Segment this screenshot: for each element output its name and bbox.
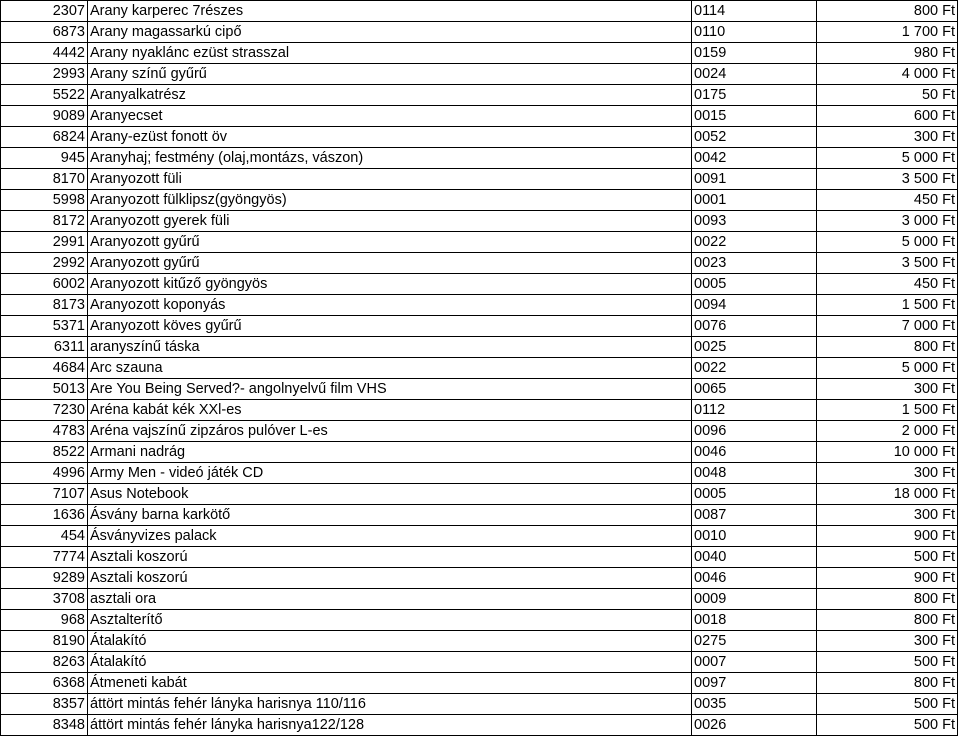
item-price-cell: 300 Ft <box>817 631 958 652</box>
item-id-cell: 2992 <box>1 253 88 274</box>
item-price-cell: 300 Ft <box>817 463 958 484</box>
item-code-cell: 0048 <box>692 463 817 484</box>
item-id-cell: 2993 <box>1 64 88 85</box>
table-row <box>1 190 958 211</box>
item-id-cell: 945 <box>1 148 88 169</box>
item-name-cell: Army Men - videó játék CD <box>88 463 692 484</box>
item-name-cell: Aranyozott gyűrű <box>88 253 692 274</box>
item-id-cell: 9289 <box>1 568 88 589</box>
item-price-cell: 3 000 Ft <box>817 211 958 232</box>
item-price-cell: 50 Ft <box>817 85 958 106</box>
item-price-cell: 300 Ft <box>817 379 958 400</box>
item-id-cell: 3708 <box>1 589 88 610</box>
item-name-cell: Aranyecset <box>88 106 692 127</box>
item-id-cell: 8357 <box>1 694 88 715</box>
item-id-cell: 4684 <box>1 358 88 379</box>
item-name-cell: Aranyozott gyerek füli <box>88 211 692 232</box>
item-price-cell: 450 Ft <box>817 274 958 295</box>
table-row <box>1 337 958 358</box>
item-price-cell: 3 500 Ft <box>817 253 958 274</box>
item-code-cell: 0009 <box>692 589 817 610</box>
item-code-cell: 0087 <box>692 505 817 526</box>
item-name-cell: Aranyozott füli <box>88 169 692 190</box>
item-price-cell: 800 Ft <box>817 673 958 694</box>
item-price-cell: 7 000 Ft <box>817 316 958 337</box>
item-name-cell: Aranyozott gyűrű <box>88 232 692 253</box>
item-name-cell: Aranyozott fülklipsz(gyöngyös) <box>88 190 692 211</box>
item-id-cell: 8172 <box>1 211 88 232</box>
item-name-cell: Arany színű gyűrű <box>88 64 692 85</box>
item-price-cell: 600 Ft <box>817 106 958 127</box>
item-name-cell: Arany-ezüst fonott öv <box>88 127 692 148</box>
item-price-cell: 10 000 Ft <box>817 442 958 463</box>
item-code-cell: 0159 <box>692 43 817 64</box>
item-code-cell: 0093 <box>692 211 817 232</box>
item-name-cell: Arany nyaklánc ezüst strasszal <box>88 43 692 64</box>
table-row <box>1 106 958 127</box>
item-code-cell: 0094 <box>692 295 817 316</box>
table-row <box>1 148 958 169</box>
item-id-cell: 8522 <box>1 442 88 463</box>
price-list-body <box>1 1 958 736</box>
item-price-cell: 500 Ft <box>817 715 958 736</box>
table-row <box>1 715 958 736</box>
item-name-cell: Arc szauna <box>88 358 692 379</box>
item-price-cell: 800 Ft <box>817 589 958 610</box>
table-row <box>1 316 958 337</box>
item-code-cell: 0042 <box>692 148 817 169</box>
item-id-cell: 4783 <box>1 421 88 442</box>
item-code-cell: 0097 <box>692 673 817 694</box>
item-name-cell: Aranyalkatrész <box>88 85 692 106</box>
item-price-cell: 2 000 Ft <box>817 421 958 442</box>
item-code-cell: 0076 <box>692 316 817 337</box>
table-row <box>1 442 958 463</box>
item-code-cell: 0010 <box>692 526 817 547</box>
item-price-cell: 500 Ft <box>817 547 958 568</box>
table-row <box>1 547 958 568</box>
table-row <box>1 43 958 64</box>
item-name-cell: Ásványvizes palack <box>88 526 692 547</box>
item-name-cell: Aranyozott kitűző gyöngyös <box>88 274 692 295</box>
item-code-cell: 0275 <box>692 631 817 652</box>
table-row <box>1 295 958 316</box>
table-row <box>1 274 958 295</box>
item-id-cell: 4442 <box>1 43 88 64</box>
item-name-cell: Asztalterítő <box>88 610 692 631</box>
item-code-cell: 0007 <box>692 652 817 673</box>
item-name-cell: Aranyozott köves gyűrű <box>88 316 692 337</box>
item-name-cell: Asus Notebook <box>88 484 692 505</box>
table-row <box>1 127 958 148</box>
item-id-cell: 968 <box>1 610 88 631</box>
item-code-cell: 0005 <box>692 484 817 505</box>
item-name-cell: Asztali koszorú <box>88 547 692 568</box>
item-name-cell: Aréna vajszínű zipzáros pulóver L-es <box>88 421 692 442</box>
table-row <box>1 694 958 715</box>
item-code-cell: 0005 <box>692 274 817 295</box>
item-price-cell: 1 700 Ft <box>817 22 958 43</box>
item-code-cell: 0052 <box>692 127 817 148</box>
item-id-cell: 5371 <box>1 316 88 337</box>
item-code-cell: 0001 <box>692 190 817 211</box>
item-price-cell: 300 Ft <box>817 505 958 526</box>
table-row <box>1 379 958 400</box>
item-price-cell: 5 000 Ft <box>817 232 958 253</box>
item-code-cell: 0175 <box>692 85 817 106</box>
item-price-cell: 500 Ft <box>817 652 958 673</box>
item-id-cell: 8170 <box>1 169 88 190</box>
table-row <box>1 673 958 694</box>
table-row <box>1 421 958 442</box>
item-name-cell: asztali ora <box>88 589 692 610</box>
item-name-cell: Armani nadrág <box>88 442 692 463</box>
item-price-cell: 3 500 Ft <box>817 169 958 190</box>
item-id-cell: 6873 <box>1 22 88 43</box>
item-code-cell: 0110 <box>692 22 817 43</box>
item-price-cell: 5 000 Ft <box>817 148 958 169</box>
item-code-cell: 0026 <box>692 715 817 736</box>
table-row <box>1 64 958 85</box>
item-name-cell: Aranyozott koponyás <box>88 295 692 316</box>
table-row <box>1 232 958 253</box>
item-id-cell: 5998 <box>1 190 88 211</box>
item-price-cell: 980 Ft <box>817 43 958 64</box>
item-price-cell: 900 Ft <box>817 526 958 547</box>
table-row <box>1 589 958 610</box>
item-id-cell: 9089 <box>1 106 88 127</box>
item-code-cell: 0018 <box>692 610 817 631</box>
table-row <box>1 211 958 232</box>
item-name-cell: Are You Being Served?- angolnyelvű film VHS <box>88 379 692 400</box>
item-name-cell: Ásvány barna karkötő <box>88 505 692 526</box>
item-id-cell: 5013 <box>1 379 88 400</box>
item-code-cell: 0096 <box>692 421 817 442</box>
item-id-cell: 8263 <box>1 652 88 673</box>
item-code-cell: 0112 <box>692 400 817 421</box>
table-row <box>1 358 958 379</box>
item-name-cell: Aréna kabát kék XXl-es <box>88 400 692 421</box>
item-id-cell: 6002 <box>1 274 88 295</box>
item-id-cell: 8348 <box>1 715 88 736</box>
item-id-cell: 6824 <box>1 127 88 148</box>
item-code-cell: 0046 <box>692 568 817 589</box>
item-code-cell: 0015 <box>692 106 817 127</box>
item-code-cell: 0035 <box>692 694 817 715</box>
item-name-cell: áttört mintás fehér lányka harisnya122/128 <box>88 715 692 736</box>
item-id-cell: 2307 <box>1 1 88 22</box>
item-price-cell: 450 Ft <box>817 190 958 211</box>
item-price-cell: 1 500 Ft <box>817 400 958 421</box>
table-row <box>1 652 958 673</box>
item-price-cell: 800 Ft <box>817 1 958 22</box>
item-id-cell: 1636 <box>1 505 88 526</box>
item-code-cell: 0114 <box>692 1 817 22</box>
item-id-cell: 8173 <box>1 295 88 316</box>
table-row <box>1 484 958 505</box>
item-name-cell: Átalakító <box>88 631 692 652</box>
item-price-cell: 18 000 Ft <box>817 484 958 505</box>
item-name-cell: Asztali koszorú <box>88 568 692 589</box>
item-id-cell: 7230 <box>1 400 88 421</box>
item-name-cell: aranyszínű táska <box>88 337 692 358</box>
item-id-cell: 454 <box>1 526 88 547</box>
item-price-cell: 4 000 Ft <box>817 64 958 85</box>
table-row <box>1 253 958 274</box>
table-row <box>1 610 958 631</box>
item-price-cell: 500 Ft <box>817 694 958 715</box>
item-code-cell: 0025 <box>692 337 817 358</box>
item-name-cell: Átmeneti kabát <box>88 673 692 694</box>
item-name-cell: Arany magassarkú cipő <box>88 22 692 43</box>
item-name-cell: áttört mintás fehér lányka harisnya 110/116 <box>88 694 692 715</box>
item-price-cell: 800 Ft <box>817 610 958 631</box>
item-price-cell: 300 Ft <box>817 127 958 148</box>
item-name-cell: Aranyhaj; festmény (olaj,montázs, vászon) <box>88 148 692 169</box>
item-price-cell: 1 500 Ft <box>817 295 958 316</box>
item-id-cell: 6368 <box>1 673 88 694</box>
item-code-cell: 0046 <box>692 442 817 463</box>
item-code-cell: 0065 <box>692 379 817 400</box>
item-code-cell: 0091 <box>692 169 817 190</box>
item-id-cell: 7774 <box>1 547 88 568</box>
item-code-cell: 0040 <box>692 547 817 568</box>
table-row <box>1 1 958 22</box>
table-row <box>1 169 958 190</box>
item-id-cell: 4996 <box>1 463 88 484</box>
item-name-cell: Átalakító <box>88 652 692 673</box>
item-id-cell: 8190 <box>1 631 88 652</box>
table-row <box>1 568 958 589</box>
table-row <box>1 85 958 106</box>
item-code-cell: 0022 <box>692 232 817 253</box>
item-id-cell: 5522 <box>1 85 88 106</box>
item-id-cell: 7107 <box>1 484 88 505</box>
table-row <box>1 22 958 43</box>
item-code-cell: 0023 <box>692 253 817 274</box>
item-price-cell: 5 000 Ft <box>817 358 958 379</box>
table-row <box>1 505 958 526</box>
item-code-cell: 0024 <box>692 64 817 85</box>
table-row <box>1 526 958 547</box>
item-price-cell: 900 Ft <box>817 568 958 589</box>
item-id-cell: 6311 <box>1 337 88 358</box>
item-code-cell: 0022 <box>692 358 817 379</box>
item-id-cell: 2991 <box>1 232 88 253</box>
item-name-cell: Arany karperec 7részes <box>88 1 692 22</box>
table-row <box>1 631 958 652</box>
table-row <box>1 400 958 421</box>
item-price-cell: 800 Ft <box>817 337 958 358</box>
table-row <box>1 463 958 484</box>
